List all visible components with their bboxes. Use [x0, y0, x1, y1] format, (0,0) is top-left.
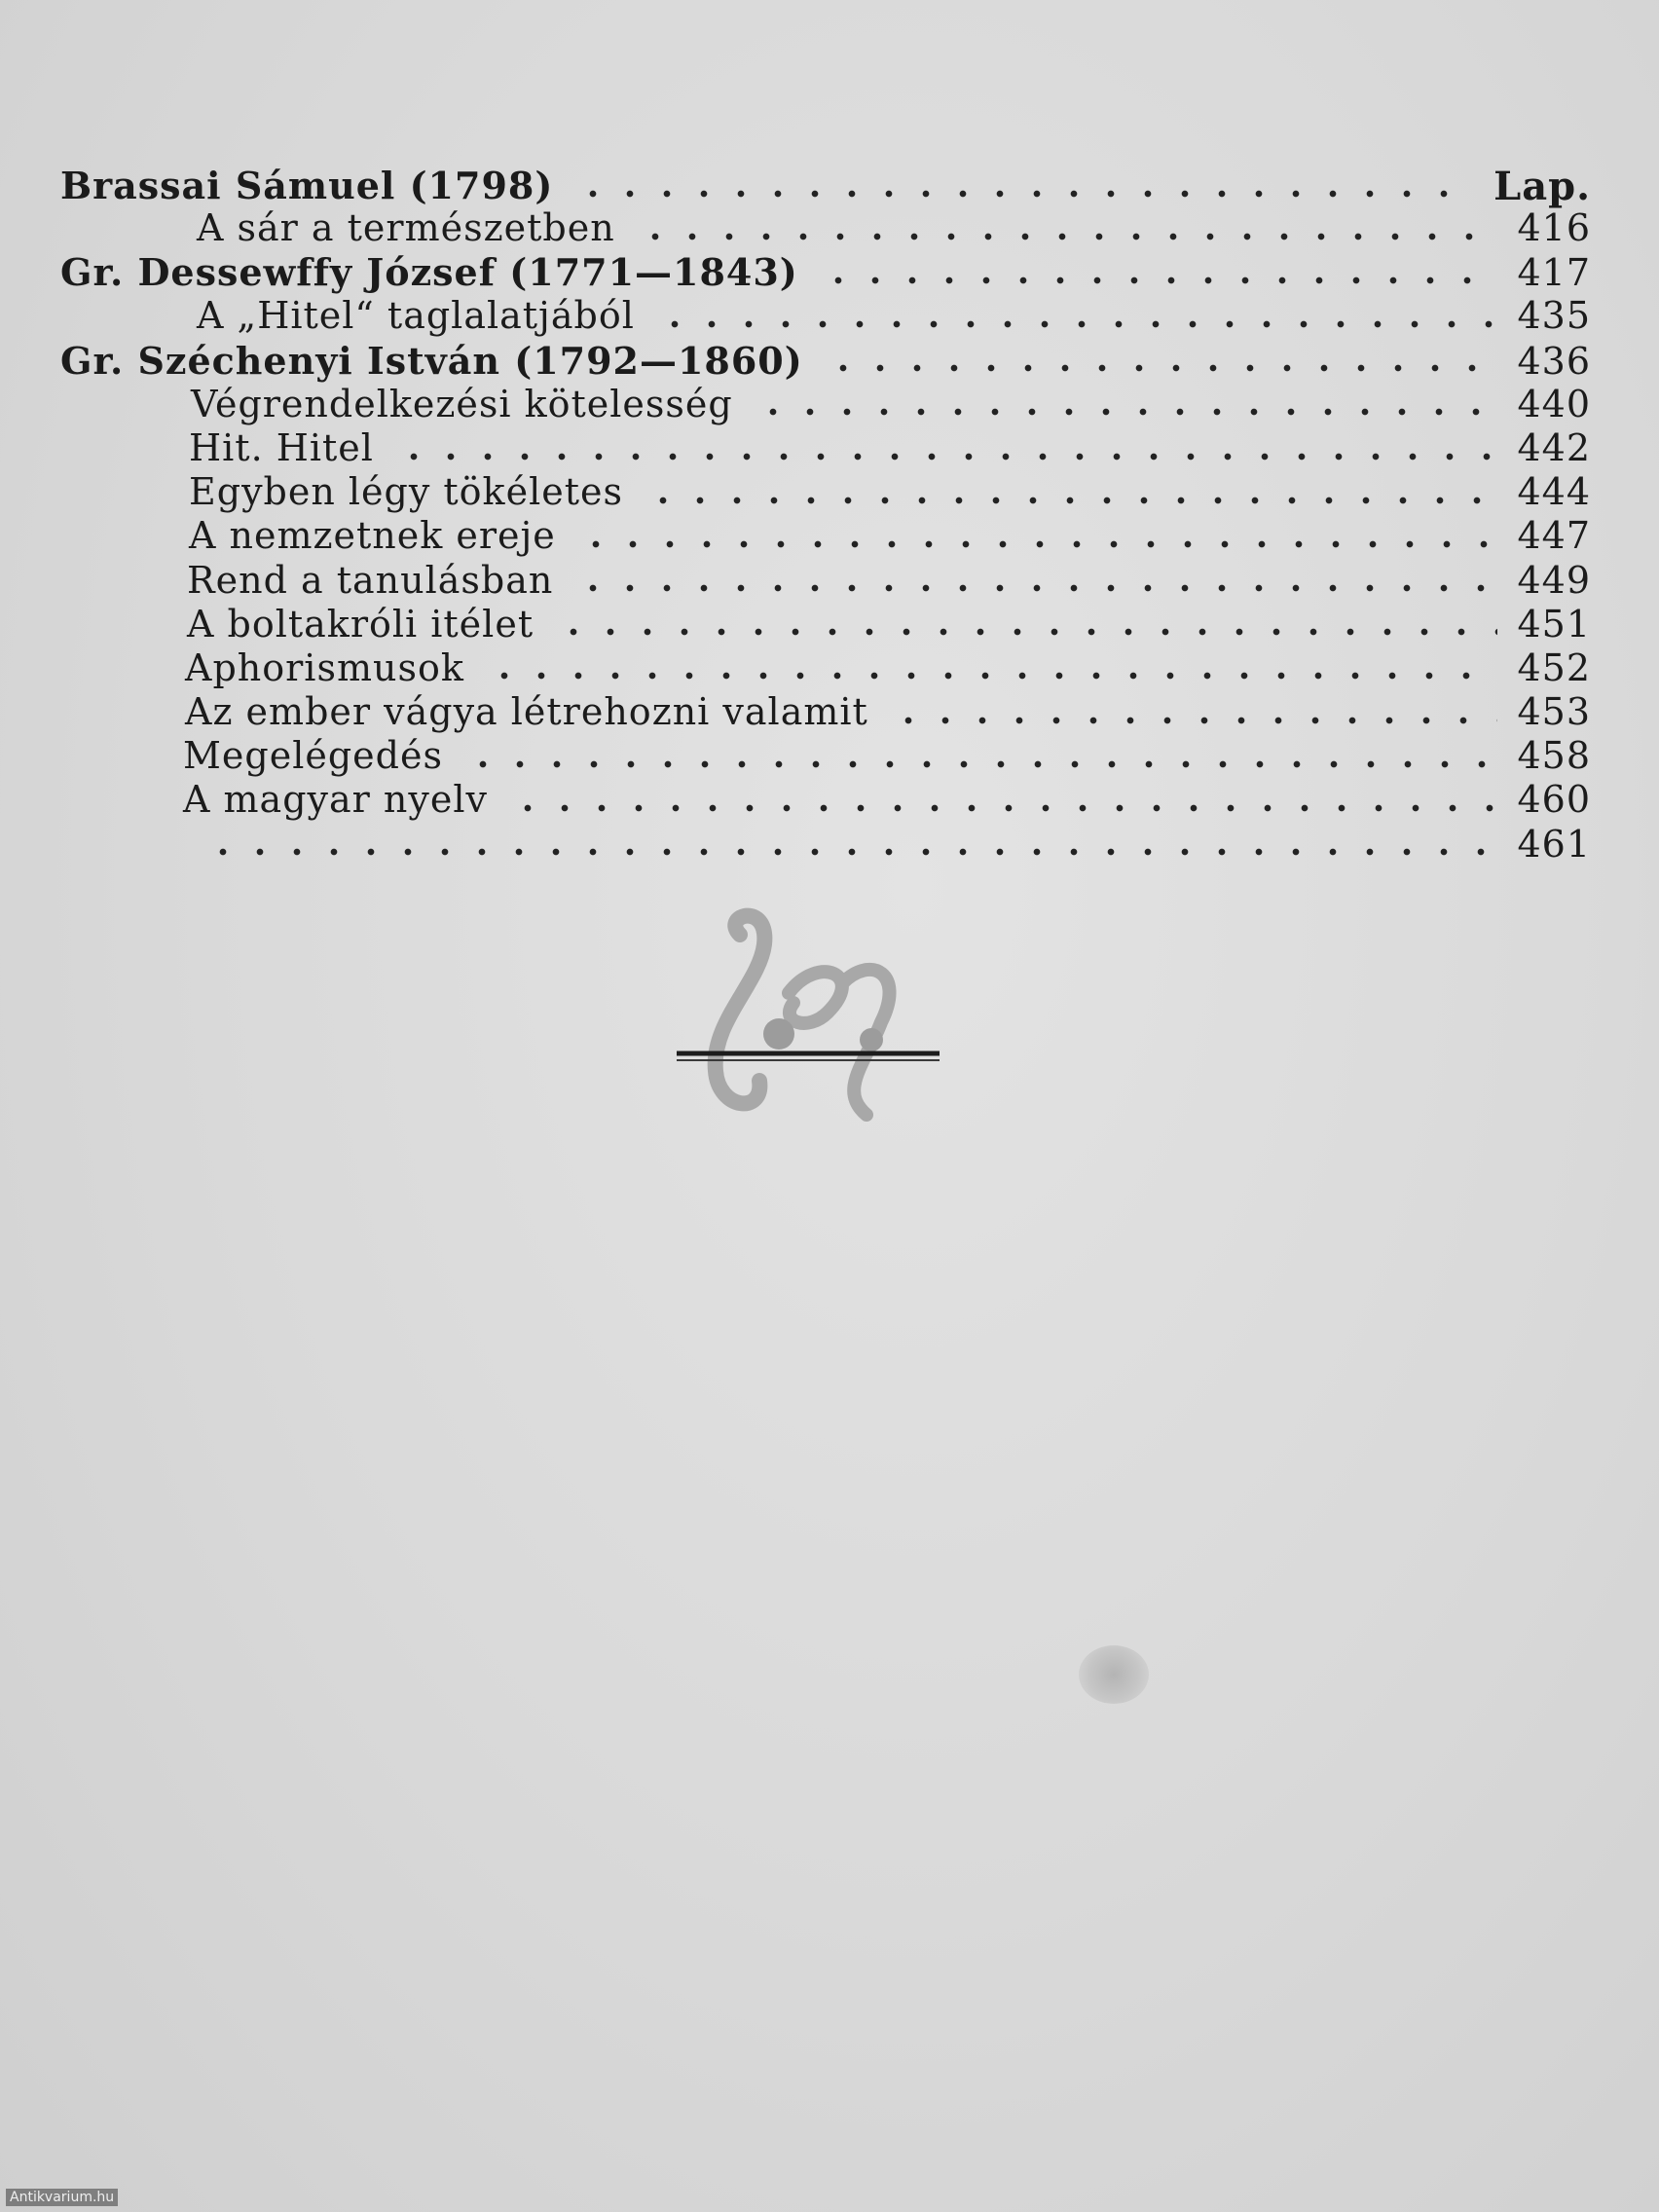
toc-row — [60, 734, 1591, 778]
toc-entry-title: Hit. Hitel — [189, 425, 374, 469]
toc-entry-title: Egyben légy tökéletes — [189, 470, 623, 514]
toc-row — [60, 164, 1462, 207]
toc-entry-title: A „Hitel“ taglalatjából — [197, 294, 635, 338]
toc-author-title: Gr. Széchenyi István (1792—1860) — [60, 338, 803, 383]
toc-row — [60, 559, 1591, 603]
toc-entry-title: Megelégedés — [183, 734, 443, 778]
toc-page-number: 436 — [1517, 339, 1591, 383]
dot-leader — [464, 758, 1497, 770]
toc-row — [60, 646, 1591, 690]
toc-row — [60, 690, 1591, 734]
toc-row — [60, 250, 1591, 294]
toc-page-number: 444 — [1517, 470, 1591, 514]
toc-page-number: 447 — [1517, 514, 1591, 558]
toc-entry-title: A nemzetnek ereje — [189, 514, 556, 558]
toc-page-number: 461 — [1517, 822, 1591, 866]
dot-leader — [825, 362, 1497, 374]
paper-stain — [1079, 1645, 1149, 1704]
toc-row — [60, 823, 1591, 866]
dot-leader — [656, 318, 1497, 330]
toc-rows — [60, 206, 1591, 866]
dot-leader — [574, 582, 1497, 594]
dot-leader — [555, 626, 1497, 638]
dot-leader — [820, 275, 1497, 286]
toc-page-number: 452 — [1517, 645, 1591, 689]
dot-leader — [637, 231, 1497, 242]
toc-page-number: 458 — [1517, 734, 1591, 778]
dot-leader — [574, 188, 1462, 200]
toc-entry-title: Rend a tanulásban — [187, 558, 554, 602]
toc-page-number: 416 — [1517, 206, 1591, 249]
toc-page-number: 417 — [1517, 251, 1591, 295]
toc-entry-title: A sár a természetben — [197, 206, 615, 249]
dot-leader — [395, 451, 1497, 462]
page-column-label: Lap. — [1493, 164, 1591, 209]
toc-row — [60, 514, 1591, 558]
toc-page-number: 435 — [1517, 294, 1591, 338]
dot-leader — [509, 802, 1497, 814]
toc-row — [60, 383, 1591, 426]
toc-row — [60, 603, 1591, 646]
toc-entry-title: Az ember vágya létrehozni valamit — [185, 690, 868, 734]
toc-page-number: 449 — [1517, 558, 1591, 602]
toc-page-number: 440 — [1517, 382, 1591, 425]
watermark: Antikvarium.hu — [6, 2189, 118, 2206]
toc-author-title: Gr. Dessewffy József (1771—1843) — [60, 250, 798, 295]
toc-entry-title: A magyar nyelv — [183, 778, 488, 822]
toc-page-number: 442 — [1517, 425, 1591, 469]
toc-page-number: 453 — [1517, 690, 1591, 734]
toc-row — [60, 470, 1591, 514]
dot-leader — [755, 406, 1497, 418]
dot-leader — [890, 715, 1497, 726]
toc-page-number: 460 — [1517, 778, 1591, 822]
toc-entry-title: Végrendelkezési kötelesség — [191, 382, 733, 425]
toc-row — [60, 426, 1591, 470]
toc-row — [60, 778, 1591, 822]
toc-row — [60, 339, 1591, 383]
dot-leader — [204, 846, 1497, 858]
toc-entry-title: Aphorismusok — [185, 645, 464, 689]
toc-entry-title: A boltakróli itélet — [187, 602, 535, 645]
toc-row — [60, 294, 1591, 338]
dot-leader — [486, 670, 1497, 682]
dot-leader — [645, 495, 1497, 506]
toc-page-number: 451 — [1517, 602, 1591, 645]
dot-leader — [577, 538, 1497, 550]
toc-author-title: Brassai Sámuel (1798) — [60, 164, 554, 207]
library-monogram-stamp-icon — [672, 905, 954, 1129]
toc-row — [60, 206, 1591, 250]
